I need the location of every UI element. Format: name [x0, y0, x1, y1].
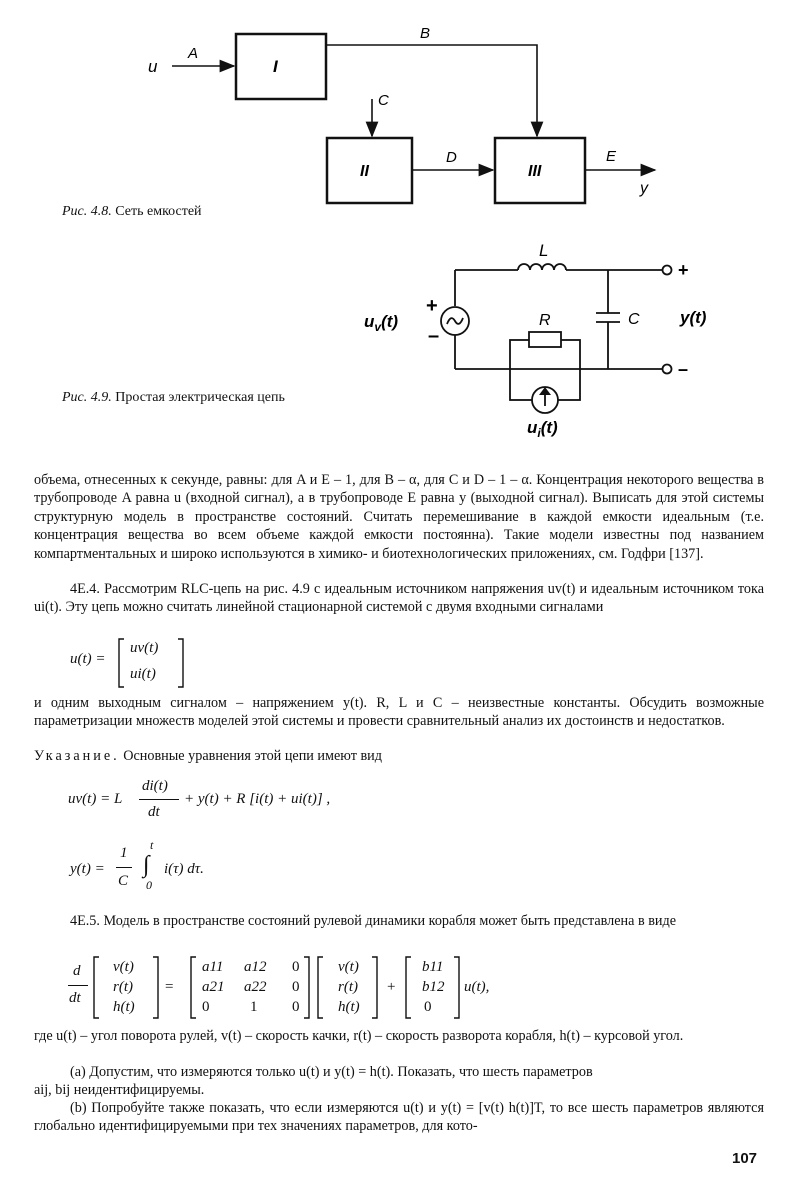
label-C: C — [378, 92, 389, 109]
eq1-fraction-bar — [139, 799, 179, 800]
label-C: C — [628, 311, 640, 328]
ss-a-12: a12 — [244, 959, 267, 975]
figure-4-8-caption — [62, 204, 202, 220]
label-R: R — [539, 312, 551, 329]
plus-source: + — [426, 295, 438, 317]
minus-output: – — [678, 359, 689, 379]
ss-a-11: a11 — [202, 959, 224, 975]
paragraph-1: объема, отнесенных к секунде, равны: для A и E – 1, для B – α, для C и D – 1 – α. Концентрация некоторого вещества в трубопроводе A равна u (входной сигнал), а в трубопроводе E равна y (выходной сигнал). Выписать для этой системы структурную модель в пространстве состояний. Считать перемешивание в каждой емкости идеальным (т.е. концентрация вещества во всем объеме каждой емкости постоянна). Такие модели известны под названием компартментальных и широко используются в химико- и биотехнологических приложениях, см. Годфри [137]. — [34, 472, 764, 562]
ss-plus: + — [387, 979, 396, 995]
hint-line — [34, 748, 382, 765]
ss-a-31: 0 — [202, 999, 210, 1015]
block-1 — [236, 34, 326, 99]
ss-b-1: b11 — [422, 959, 444, 975]
ss-brackets — [92, 955, 472, 1021]
eq-u-vec-1: uv(t) — [130, 640, 159, 656]
eq1-num: di(t) — [142, 778, 168, 794]
ss-u: u(t), — [464, 979, 490, 995]
page-number: 107 — [732, 1150, 758, 1167]
eq2-num: 1 — [120, 845, 128, 861]
ss-xr-2: r(t) — [338, 979, 358, 995]
eq2-rest: i(τ) dτ. — [164, 861, 204, 877]
eq-u-lhs: u(t) = — [70, 651, 106, 667]
ui-label: u — [527, 418, 538, 437]
eq1-den: dt — [148, 804, 160, 820]
label-yt: y(t) — [680, 308, 707, 327]
caption-text: Простая электрическая цепь — [115, 390, 285, 405]
ss-a-33: 0 — [292, 999, 300, 1015]
ss-a-23: 0 — [292, 979, 300, 995]
ss-x-1: v(t) — [113, 959, 134, 975]
figure-4-8-diagram — [0, 0, 795, 230]
ss-a-22: a22 — [244, 979, 267, 995]
block-2 — [327, 138, 412, 203]
label-D: D — [446, 149, 457, 166]
block-2-label: II — [360, 163, 369, 180]
uv-label: u — [364, 312, 375, 331]
paragraph-4e4: 4E.4. Рассмотрим RLC-цепь на рис. 4.9 с идеальным источником напряжения uv(t) и идеальным источником тока ui(t). Эту цепь можно считать линейной стационарной системой с двумя входными сигналами — [34, 581, 764, 616]
eq2-integral: ∫ — [143, 852, 150, 878]
caption-number: Рис. 4.8. — [62, 204, 112, 219]
label-L: L — [539, 241, 549, 260]
hint-label: Указание. — [34, 748, 120, 764]
eq1-lhs: uv(t) = L — [68, 791, 123, 807]
paragraph-4e5: 4E.5. Модель в пространстве состояний рулевой динамики корабля может быть представлена в виде — [70, 913, 677, 929]
label-B: B — [420, 25, 431, 42]
eq2-lower: 0 — [146, 878, 152, 892]
paragraph-b: (b) Попробуйте также показать, что если измеряются u(t) и y(t) = [v(t) h(t)]T, то все шесть параметров являются глобально идентифицируемыми при тех значениях параметров, для кото- — [34, 1100, 764, 1135]
ss-eq-sign: = — [165, 979, 174, 995]
ss-x-2: r(t) — [113, 979, 133, 995]
caption-number: Рис. 4.9. — [62, 390, 112, 405]
label-u: u — [148, 57, 158, 76]
figure-4-9-circuit — [0, 230, 795, 445]
ss-b-2: b12 — [422, 979, 445, 995]
eq1-rest: + y(t) + R [i(t) + ui(t)] , — [184, 791, 331, 807]
svg-text:ui(t) — [527, 418, 558, 440]
label-A: A — [188, 45, 199, 62]
label-E: E — [606, 148, 617, 165]
eq2-den: C — [118, 873, 129, 889]
eq-u-vec-2: ui(t) — [130, 666, 156, 682]
paragraph-where: где u(t) – угол поворота рулей, v(t) – скорость качки, r(t) – скорость разворота корабля, h(t) – курсовой угол. — [34, 1028, 684, 1044]
eq2-fraction-bar — [116, 867, 132, 868]
eq2-upper: t — [150, 838, 154, 852]
paragraph-output: и одним выходным сигналом – напряжением y(t). R, L и C – неизвестные константы. Обсудить возможные параметризации множеств моделей этой системы и провести сравнительный анализ их достоинств и недостатков. — [34, 695, 764, 730]
ss-d: d — [73, 963, 81, 979]
ss-dt: dt — [69, 990, 81, 1006]
ss-a-13: 0 — [292, 959, 300, 975]
ui-subscript: i — [537, 426, 541, 440]
figure-4-9-caption — [62, 390, 285, 406]
ui-arg: (t) — [540, 418, 558, 437]
ss-a-21: a21 — [202, 979, 225, 995]
svg-text:uv(t) — [364, 312, 398, 334]
block-1-label: I — [273, 57, 278, 76]
paragraph-a-cont: aij, bij неидентифицируемы. — [34, 1082, 205, 1098]
caption-text: Сеть емкостей — [115, 204, 202, 219]
label-y: y — [640, 180, 648, 197]
ss-a-32: 1 — [250, 999, 258, 1015]
uv-arg: (t) — [381, 312, 399, 331]
minus-source: – — [428, 325, 440, 347]
eq2-lhs: y(t) = — [70, 861, 105, 877]
ss-fraction-bar — [68, 985, 88, 986]
ss-xr-3: h(t) — [338, 999, 360, 1015]
ss-b-3: 0 — [424, 999, 432, 1015]
ss-x-3: h(t) — [113, 999, 135, 1015]
block-3-label: III — [528, 163, 542, 180]
uv-subscript: v — [374, 320, 382, 334]
plus-output: + — [678, 260, 689, 280]
paragraph-a: (a) Допустим, что измеряются только u(t) и y(t) = h(t). Показать, что шесть параметров — [70, 1064, 593, 1080]
ss-xr-1: v(t) — [338, 959, 359, 975]
hint-text: Основные уравнения этой цепи имеют вид — [123, 748, 382, 764]
